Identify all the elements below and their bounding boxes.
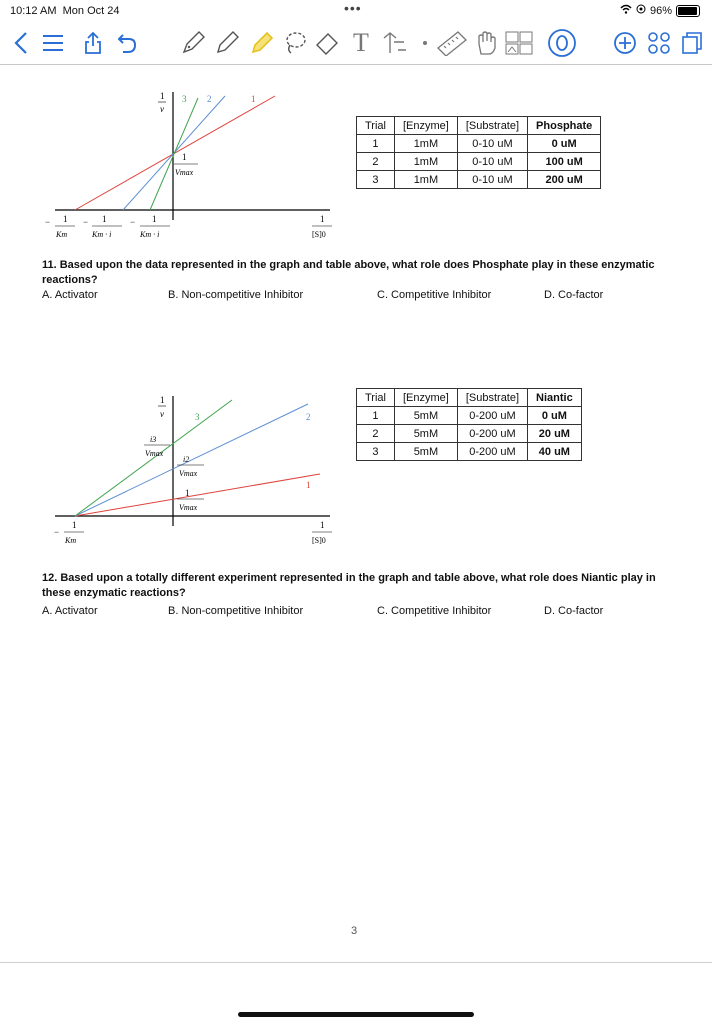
table-cell: 20 uM [528, 425, 582, 443]
grid-icon[interactable] [646, 30, 672, 56]
table-cell: 3 [357, 443, 395, 461]
table-cell: 5mM [394, 443, 457, 461]
undo-icon[interactable] [116, 30, 138, 56]
x-axis-num: 1 [320, 520, 325, 530]
pen-icon[interactable] [180, 30, 206, 56]
hand-icon[interactable] [474, 30, 498, 56]
table-header: [Substrate] [457, 389, 527, 407]
document-page [0, 64, 712, 962]
table-header: Trial [357, 117, 395, 135]
table-row [357, 443, 582, 461]
location-icon [636, 4, 646, 17]
table-cell: 2 [357, 153, 395, 171]
lineweaver-burk-graph-q12 [40, 390, 340, 550]
pencil-icon[interactable] [214, 30, 240, 56]
status-right [620, 4, 700, 17]
table-cell: 0 uM [528, 407, 582, 425]
intercept-den: Vmax [175, 168, 194, 177]
multitasking-dots-icon[interactable]: ••• [344, 0, 362, 16]
x3-den: Km · i [140, 230, 160, 239]
table-cell: 1mM [394, 171, 457, 189]
ruler-icon[interactable] [436, 30, 468, 56]
q11-answer-d: D. Co-factor [544, 289, 604, 301]
table-header: [Enzyme] [394, 389, 457, 407]
back-icon[interactable] [10, 30, 32, 56]
label-line-2: 2 [207, 94, 212, 104]
q12-data-table [356, 388, 582, 461]
table-cell: 1 [357, 407, 395, 425]
table-cell: 0-200 uM [457, 407, 527, 425]
q12-question: 12. Based upon a totally different experiment represented in the graph and table above, what role does Niantic play in these enzymatic reactions? [42, 572, 656, 599]
table-header: Trial [357, 389, 395, 407]
wifi-icon [620, 4, 632, 17]
outline-icon[interactable] [40, 30, 66, 56]
text-icon[interactable]: T [353, 28, 369, 57]
table-header-row [357, 389, 582, 407]
i3-den: Vmax [145, 449, 164, 458]
table-header: [Enzyme] [394, 117, 457, 135]
table-header: Phosphate [528, 117, 601, 135]
x2-den: Km · i [92, 230, 112, 239]
line-3-green [150, 98, 198, 210]
x1-minus: − [54, 527, 60, 537]
label-line-3: 3 [195, 412, 200, 422]
status-time: 10:12 AM Mon Oct 24 [10, 5, 120, 17]
x3-num: 1 [152, 214, 157, 224]
label-line-1: 1 [251, 94, 256, 104]
y-axis-num: 1 [160, 91, 165, 101]
one-den: Vmax [179, 503, 198, 512]
table-cell: 0-10 uM [457, 153, 527, 171]
q12-answers [42, 605, 682, 619]
q11-data-table [356, 116, 601, 189]
q11-question: 11. Based upon the data represented in the graph and table above, what role does Phosphate play in these enzymatic reactions? [42, 259, 655, 286]
toolbar [0, 22, 712, 65]
table-cell: 0-10 uM [457, 135, 527, 153]
read-only-icon[interactable] [545, 30, 579, 56]
table-cell: 2 [357, 425, 395, 443]
q11-answers [42, 289, 682, 303]
q11-answer-a: A. Activator [42, 289, 98, 301]
x3-minus: − [130, 217, 136, 227]
q12-answer-d: D. Co-factor [544, 605, 604, 617]
intercept-num: 1 [182, 152, 187, 162]
table-row [357, 153, 601, 171]
highlighter-icon[interactable] [248, 30, 274, 56]
table-cell: 0-200 uM [457, 425, 527, 443]
i2-num: i2 [183, 455, 190, 464]
x-axis-den: [S]0 [312, 230, 326, 239]
home-indicator[interactable] [238, 1012, 474, 1017]
label-line-1: 1 [306, 480, 311, 490]
q12-answer-a: A. Activator [42, 605, 98, 617]
table-row [357, 171, 601, 189]
table-row [357, 135, 601, 153]
q11-answer-c: C. Competitive Inhibitor [377, 289, 492, 301]
pages-icon[interactable] [680, 30, 704, 56]
table-row [357, 425, 582, 443]
table-row [357, 407, 582, 425]
y-axis-num: 1 [160, 395, 165, 405]
i2-den: Vmax [179, 469, 198, 478]
x2-minus: − [83, 217, 89, 227]
lineweaver-burk-graph-q11 [40, 84, 340, 244]
x-axis-num: 1 [320, 214, 325, 224]
image-icon[interactable] [504, 30, 534, 56]
page-number: 3 [351, 925, 358, 937]
one-num: 1 [185, 488, 190, 498]
table-cell: 0-10 uM [457, 171, 527, 189]
table-cell: 5mM [394, 407, 457, 425]
x1-den: Km [56, 230, 68, 239]
y-axis-den: v [160, 104, 164, 114]
x1-num: 1 [63, 214, 68, 224]
table-cell: 1mM [394, 135, 457, 153]
table-cell: 100 uM [528, 153, 601, 171]
line-1-red [75, 96, 275, 210]
table-cell: 5mM [394, 425, 457, 443]
page-divider [0, 962, 712, 963]
table-cell: 1 [357, 135, 395, 153]
share-icon[interactable] [82, 30, 104, 56]
table-header-row [357, 117, 601, 135]
q12-answer-b: B. Non-competitive Inhibitor [168, 605, 304, 617]
table-cell: 1mM [394, 153, 457, 171]
x-axis-den: [S]0 [312, 536, 326, 545]
table-header: Niantic [528, 389, 582, 407]
battery-percent: 96% [649, 4, 672, 17]
lasso-icon[interactable] [282, 30, 308, 56]
x1-num: 1 [72, 520, 77, 530]
eraser-icon[interactable] [314, 30, 340, 56]
status-bar [0, 0, 712, 22]
label-line-2: 2 [306, 412, 311, 422]
q12-answer-c: C. Competitive Inhibitor [377, 605, 492, 617]
dot-icon[interactable] [420, 30, 430, 56]
table-cell: 0 uM [528, 135, 601, 153]
line-3-green [75, 400, 232, 516]
table-header: [Substrate] [457, 117, 527, 135]
y-axis-den: v [160, 409, 164, 419]
x1-den: Km [65, 536, 77, 545]
shape-icon[interactable] [380, 30, 408, 56]
table-cell: 40 uM [528, 443, 582, 461]
i3-num: i3 [150, 435, 157, 444]
line-1-red [75, 474, 320, 516]
x2-num: 1 [102, 214, 107, 224]
table-cell: 0-200 uM [457, 443, 527, 461]
x1-minus: − [45, 217, 51, 227]
add-page-icon[interactable] [612, 30, 638, 56]
table-cell: 3 [357, 171, 395, 189]
q11-answer-b: B. Non-competitive Inhibitor [168, 289, 304, 301]
label-line-3: 3 [182, 94, 187, 104]
battery-icon [676, 5, 700, 17]
table-cell: 200 uM [528, 171, 601, 189]
